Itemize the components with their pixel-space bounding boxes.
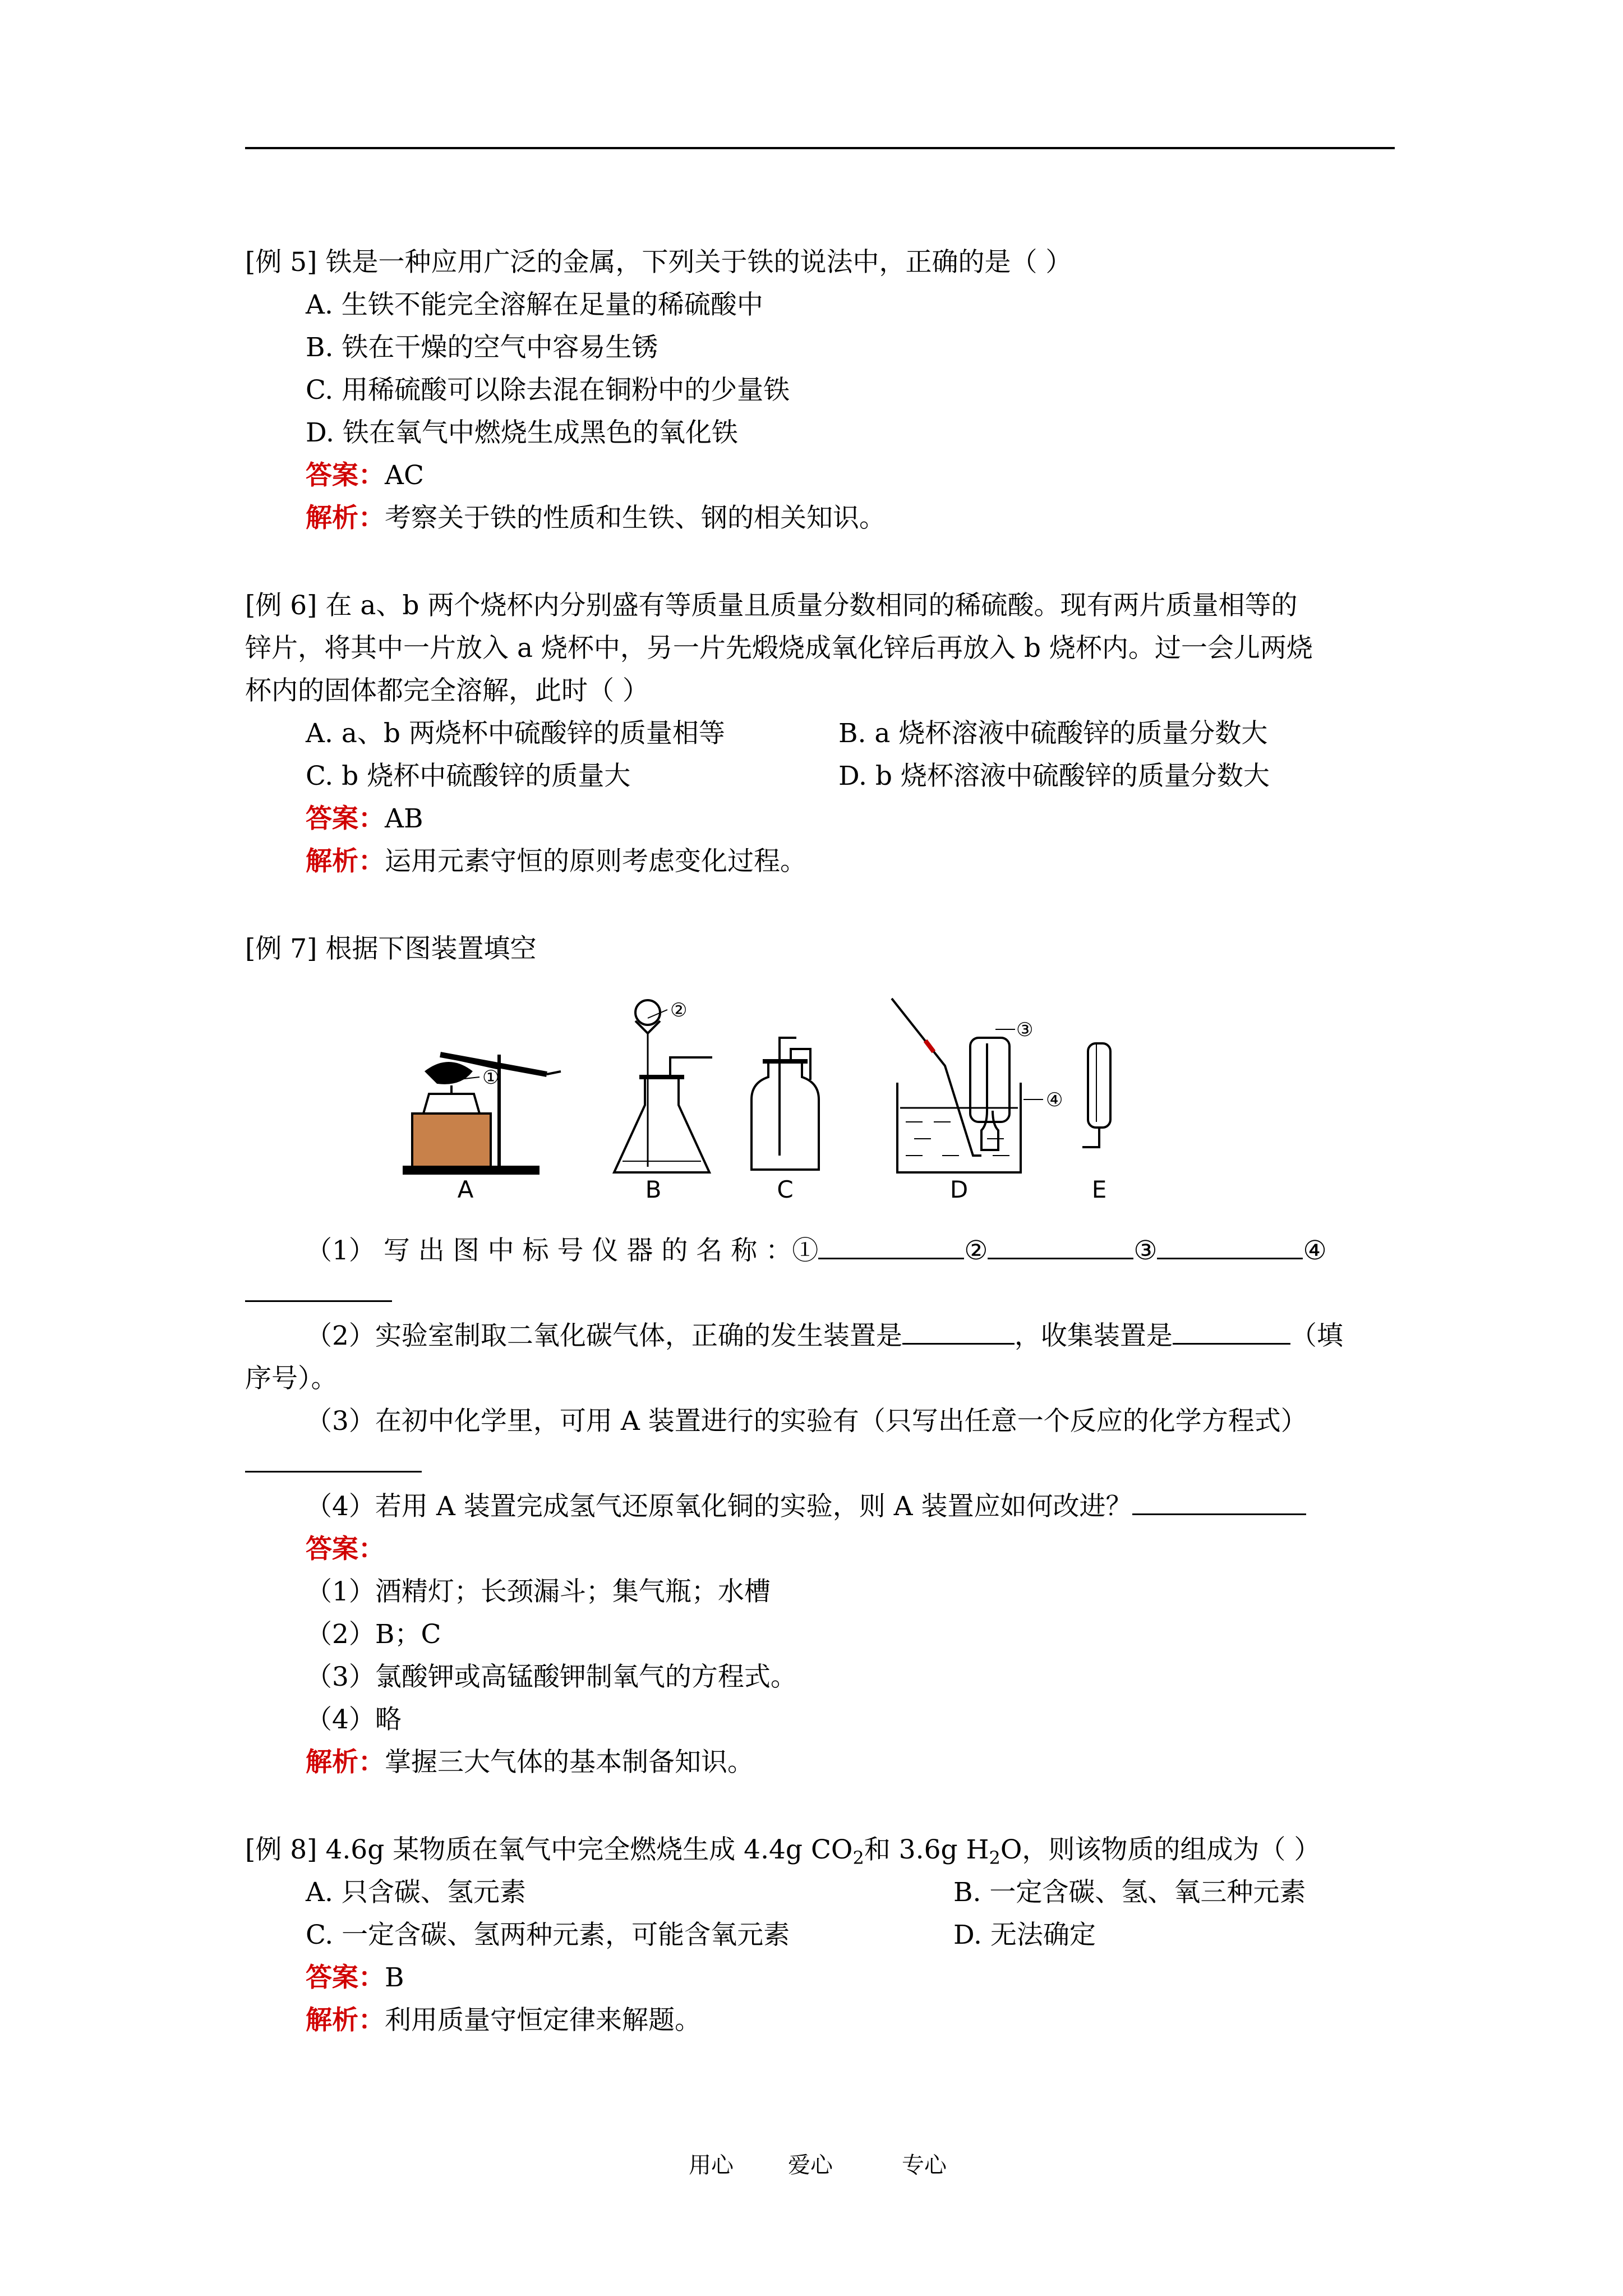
- blank-improvement[interactable]: [1132, 1490, 1306, 1515]
- analysis-text: 考察关于铁的性质和生铁、钢的相关知识。: [385, 503, 886, 533]
- marker-2-inline: ②: [964, 1235, 988, 1266]
- marker-1-inline: ①: [792, 1235, 819, 1266]
- apparatus-e: [1082, 1043, 1110, 1147]
- marker-4: ④: [1046, 1089, 1063, 1111]
- ex5-stem: [例 5] 铁是一种应用广泛的金属，下列关于铁的说法中，正确的是（ ）: [245, 247, 1072, 278]
- ex7-answer-3: （3）氯酸钾或高锰酸钾制氧气的方程式。: [306, 1662, 797, 1692]
- answer-value: AC: [385, 460, 424, 491]
- ex5-option-d: D. 铁在氧气中燃烧生成黑色的氧化铁: [306, 417, 738, 448]
- analysis-label: 解析：: [306, 2005, 385, 2036]
- marker-4-inline: ④: [1303, 1235, 1327, 1266]
- apparatus-c: [751, 1038, 819, 1170]
- ex8-answer: [306, 1961, 404, 1995]
- ex6-stem-line3: 杯内的固体都完全溶解，此时（ ）: [245, 675, 649, 706]
- blank-collection-apparatus[interactable]: [1173, 1319, 1290, 1345]
- ex7-answer-2: （2）B；C: [306, 1619, 441, 1650]
- ex8-stem-c: O，则该物质的组成为（ ）: [1000, 1834, 1321, 1865]
- blank-1[interactable]: [818, 1234, 964, 1259]
- q2-text-c: （填: [1290, 1320, 1343, 1351]
- q1-text: （1） 写 出 图 中 标 号 仪 器 的 名 称 ：: [306, 1235, 792, 1266]
- marker-1: ①: [482, 1066, 500, 1089]
- ex7-answer-label: 答案：: [306, 1534, 385, 1565]
- ex7-answer-4: （4）略: [306, 1704, 402, 1735]
- ex7-q3: （3）在初中化学里，可用 A 装置进行的实验有（只写出任意一个反应的化学方程式）: [306, 1406, 1307, 1437]
- footer-zhuanxin: 专心: [902, 2152, 947, 2178]
- answer-value: B: [385, 1962, 404, 1993]
- q2-text-a: （2）实验室制取二氧化碳气体，正确的发生装置是: [306, 1320, 902, 1351]
- ex8-option-a: A. 只含碳、氢元素: [306, 1877, 526, 1908]
- ex6-option-d: D. b 烧杯溶液中硫酸锌的质量分数大: [838, 761, 1270, 792]
- label-c: C: [777, 1176, 794, 1200]
- footer-aixin: 爱心: [788, 2152, 833, 2178]
- apparatus-d: [892, 999, 1021, 1172]
- h2o-subscript: 2: [989, 1847, 1000, 1869]
- blank-equation[interactable]: [245, 1447, 422, 1473]
- marker-3-inline: ③: [1133, 1235, 1158, 1266]
- label-b: B: [645, 1176, 662, 1200]
- analysis-text: 利用质量守恒定律来解题。: [385, 2005, 701, 2036]
- ex6-answer: [306, 802, 423, 836]
- blank-3[interactable]: [1157, 1234, 1303, 1259]
- analysis-label: 解析：: [306, 846, 385, 877]
- analysis-label: 解析：: [306, 1747, 385, 1778]
- analysis-text: 运用元素守恒的原则考虑变化过程。: [385, 846, 806, 877]
- ex8-option-d: D. 无法确定: [953, 1920, 1096, 1950]
- ex5-analysis: [306, 501, 886, 535]
- marker-3: ③: [1016, 1019, 1034, 1041]
- co2-subscript: 2: [852, 1847, 864, 1869]
- ex8-stem-b: 和 3.6g H: [864, 1834, 989, 1865]
- label-a: A: [457, 1176, 474, 1200]
- header-rule: [245, 147, 1395, 149]
- ex8-stem-a: [例 8] 4.6g 某物质在氧气中完全燃烧生成 4.4g CO: [245, 1834, 853, 1865]
- ex7-q1: [306, 1234, 1327, 1268]
- answer-label: 答案：: [306, 803, 385, 834]
- ex7-q1-cont: [245, 1277, 392, 1310]
- ex8-option-b: B. 一定含碳、氢、氧三种元素: [953, 1877, 1306, 1908]
- analysis-label: 解析：: [306, 503, 385, 533]
- ex5-option-b: B. 铁在干燥的空气中容易生锈: [306, 332, 658, 363]
- apparatus-figure: [393, 987, 1133, 1200]
- blank-4[interactable]: [245, 1277, 392, 1302]
- marker-2: ②: [670, 999, 688, 1022]
- q2-text-b: ，收集装置是: [1014, 1320, 1173, 1351]
- answer-value: AB: [385, 803, 423, 834]
- ex7-q2: [306, 1319, 1343, 1353]
- apparatus-b: [614, 1000, 712, 1172]
- ex8-analysis: [306, 2004, 701, 2037]
- ex7-q4: [306, 1490, 1306, 1524]
- label-e: E: [1091, 1176, 1107, 1200]
- blank-generation-apparatus[interactable]: [902, 1319, 1015, 1345]
- ex7-answer-1: （1）酒精灯；长颈漏斗；集气瓶；水槽: [306, 1576, 771, 1607]
- ex7-q3-cont: [245, 1447, 422, 1481]
- label-d: D: [949, 1176, 969, 1200]
- ex6-analysis: [306, 845, 806, 878]
- ex7-stem: [例 7] 根据下图装置填空: [245, 933, 537, 964]
- ex6-option-a: A. a、b 两烧杯中硫酸锌的质量相等: [306, 718, 725, 749]
- analysis-text: 掌握三大气体的基本制备知识。: [385, 1747, 754, 1778]
- ex5-option-c: C. 用稀硫酸可以除去混在铜粉中的少量铁: [306, 375, 790, 406]
- answer-label: 答案：: [306, 1962, 385, 1993]
- ex6-option-c: C. b 烧杯中硫酸锌的质量大: [306, 761, 631, 792]
- ex6-option-b: B. a 烧杯溶液中硫酸锌的质量分数大: [838, 718, 1268, 749]
- answer-label: 答案：: [306, 460, 385, 491]
- ex7-q2-cont: 序号）。: [245, 1363, 338, 1394]
- q4-text: （4）若用 A 装置完成氢气还原氧化铜的实验，则 A 装置应如何改进？: [306, 1491, 1132, 1522]
- ex5-option-a: A. 生铁不能完全溶解在足量的稀硫酸中: [306, 289, 763, 320]
- ex6-stem-line2: 锌片，将其中一片放入 a 烧杯中，另一片先煅烧成氧化锌后再放入 b 烧杯内。过一会儿两烧: [245, 633, 1313, 664]
- blank-2[interactable]: [988, 1234, 1133, 1259]
- footer-yongxin: 用心: [689, 2152, 734, 2178]
- ex8-option-c: C. 一定含碳、氢两种元素，可能含氧元素: [306, 1920, 790, 1950]
- ex8-stem: [245, 1833, 1320, 1875]
- ex6-stem-line1: [例 6] 在 a、b 两个烧杯内分别盛有等质量且质量分数相同的稀硫酸。现有两片质量相等的: [245, 590, 1298, 621]
- ex7-analysis: [306, 1746, 754, 1779]
- ex5-answer: [306, 459, 424, 493]
